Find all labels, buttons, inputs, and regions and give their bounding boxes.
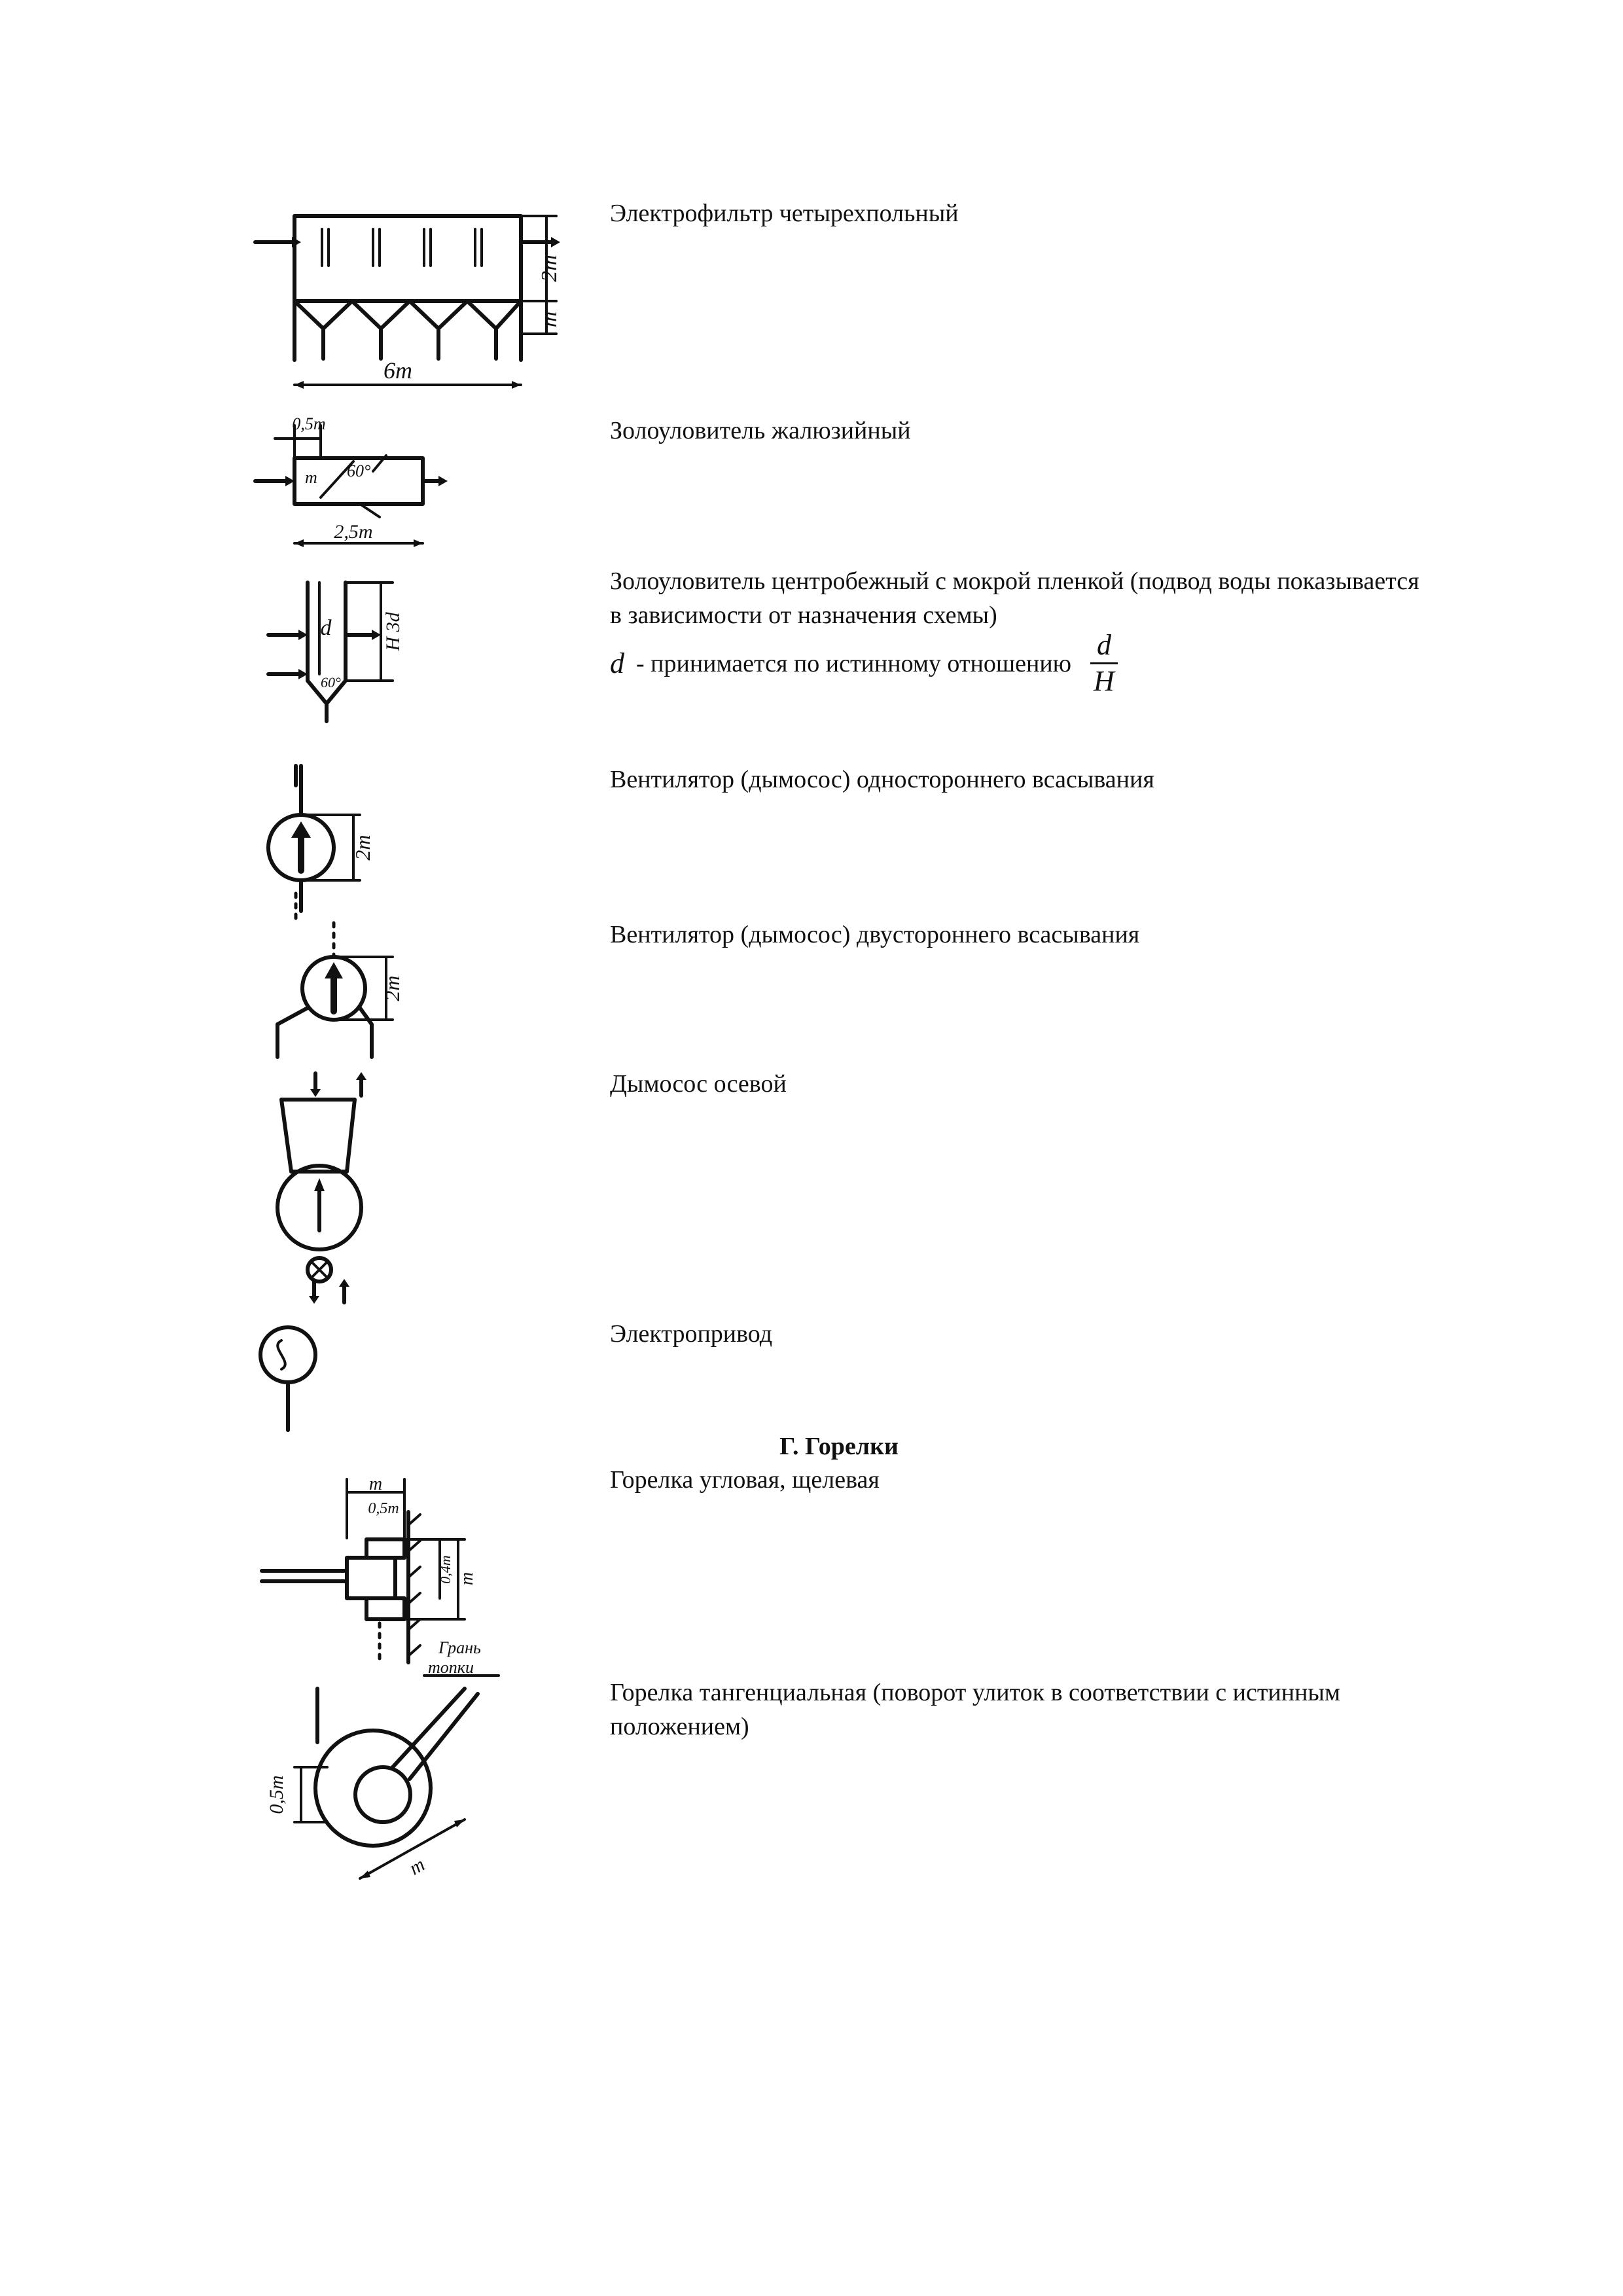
single-fan-diameter-label: 2m [351, 834, 374, 861]
centrifugal-wet-film-collector-diagram [262, 569, 445, 726]
corner-burner-small-label: 0,5m [368, 1500, 399, 1517]
description-louver-ash-collector: Золоуловитель жалюзийный [610, 417, 911, 444]
description-axial-smoke-exhauster: Дымосос осевой [610, 1070, 787, 1098]
tangential-burner-diagram [249, 1676, 497, 1911]
formula-text: - принимается по истинному отношению [636, 649, 1072, 677]
description-double-suction-fan: Вентилятор (дымосос) двустороннего всасывания [610, 921, 1140, 948]
formula-symbol: d [610, 647, 624, 679]
centrifugal-height-label: H 3d [382, 612, 404, 651]
furnace-face-label-1: Грань [438, 1638, 481, 1657]
section-heading-burners: Г. Горелки [779, 1433, 899, 1460]
centrifugal-angle-label: 60° [321, 674, 341, 691]
louver-angle-label: 60° [347, 461, 371, 480]
furnace-face-label-2: топки [428, 1658, 474, 1677]
electrostatic-height-label: 2m [537, 255, 562, 282]
description-tangential-burner: Горелка тангенциальная (поворот улиток в соответствии с истинным положением) [610, 1679, 1341, 1740]
electric-drive-diagram [249, 1316, 327, 1440]
tangential-inner-label: 0,5m [266, 1775, 287, 1814]
formula-line [610, 628, 1121, 698]
electrostatic-hopper-label: m [537, 311, 562, 328]
formula-fraction [1087, 628, 1121, 698]
axial-smoke-exhauster-diagram [262, 1067, 393, 1309]
description-centrifugal-wet-film-collector: Золоуловитель центробежный с мокрой пленкой (подвод воды показывается в зависимости от назначения схемы) [610, 567, 1419, 629]
tangential-outer-label: m [405, 1854, 429, 1880]
louver-gap-label: 0,5m [292, 414, 326, 433]
electrostatic-precipitator-diagram [249, 203, 589, 399]
louver-ash-collector-diagram [249, 412, 458, 563]
single-suction-fan-diagram [262, 759, 419, 929]
corner-burner-m-label: m [368, 1474, 383, 1494]
corner-burner-side-m-label: m [457, 1571, 477, 1586]
double-fan-diameter-label: 2m [380, 975, 404, 1001]
centrifugal-d-label: d [320, 616, 332, 640]
description-single-suction-fan: Вентилятор (дымосос) одностороннего всасывания [610, 766, 1154, 793]
louver-width-label: 2,5m [334, 521, 373, 543]
formula-numerator: d [1090, 628, 1118, 664]
electrostatic-width-label: 6m [383, 357, 412, 384]
double-suction-fan-diagram [262, 916, 419, 1067]
louver-height-label: m [305, 468, 317, 487]
corner-burner-side-small-label: 0,4m [437, 1555, 454, 1584]
corner-slot-burner-diagram [255, 1466, 517, 1682]
description-electric-drive: Электропривод [610, 1320, 773, 1348]
formula-denominator: H [1094, 665, 1115, 697]
description-electrostatic-precipitator: Электрофильтр четырехпольный [610, 200, 959, 227]
description-corner-slot-burner: Горелка угловая, щелевая [610, 1466, 880, 1494]
